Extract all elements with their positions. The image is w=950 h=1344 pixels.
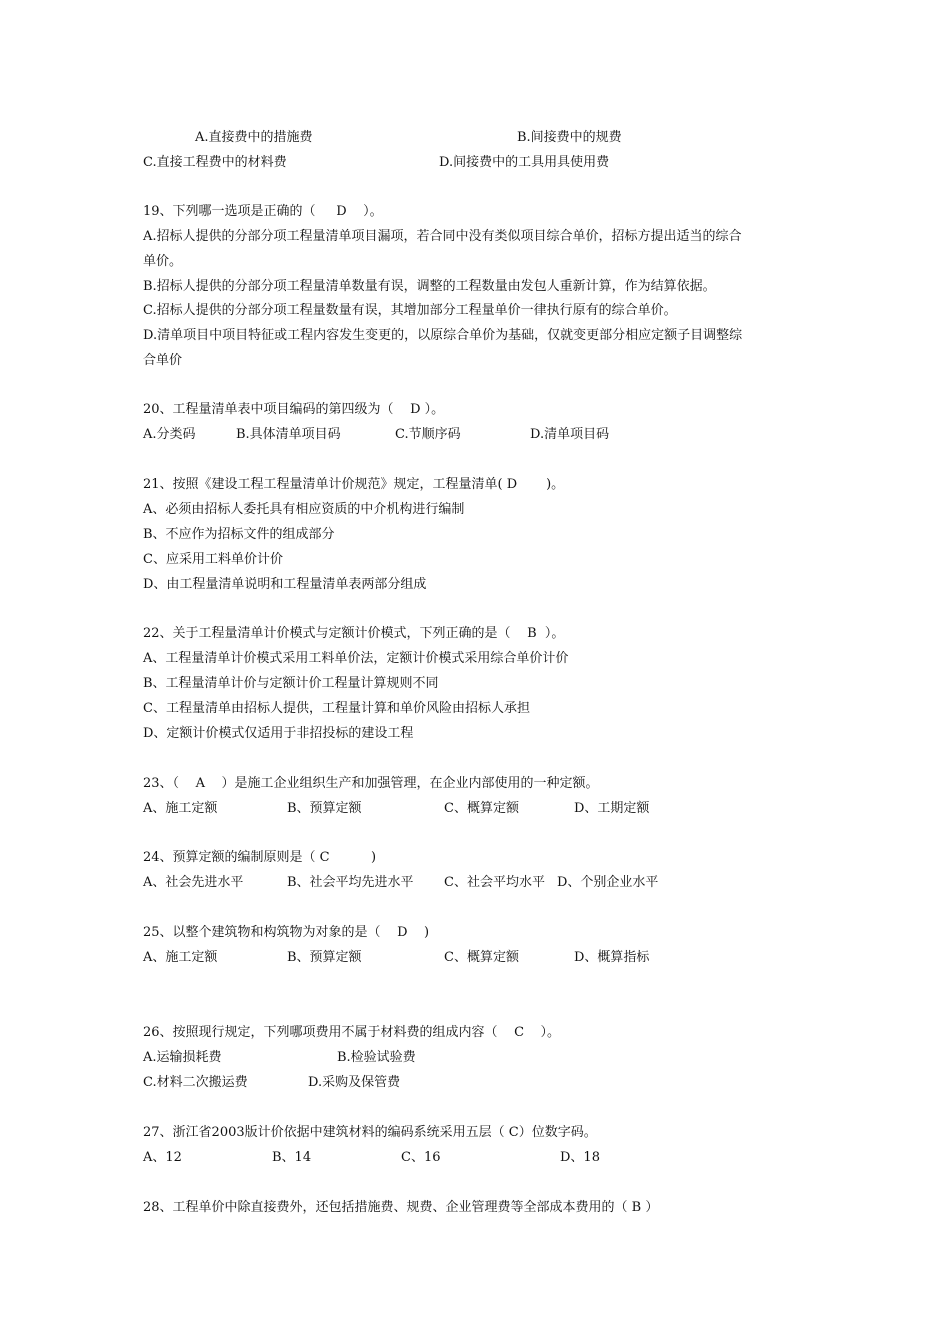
q26-option-a: A.运输损耗费 — [143, 1050, 222, 1065]
q23-option-d: D、工期定额 — [574, 801, 650, 816]
q27-stem: 27、浙江省2003版计价依据中建筑材料的编码系统采用五层（ C）位数字码。 — [143, 1125, 597, 1140]
q23-option-c: C、概算定额 — [444, 801, 519, 816]
q26-stem: 26、按照现行规定，下列哪项费用不属于材料费的组成内容（ C ）。 — [143, 1025, 561, 1040]
q21-stem: 21、按照《建设工程工程量清单计价规范》规定，工程量清单( D )。 — [143, 477, 565, 492]
q25-option-b: B、预算定额 — [287, 950, 362, 965]
q28-stem: 28、工程单价中除直接费外，还包括措施费、规费、企业管理费等全部成本费用的（ B ） — [143, 1200, 659, 1215]
q20-option-c: C.节顺序码 — [395, 427, 461, 442]
q24-option-a: A、社会先进水平 — [143, 875, 244, 890]
q18-option-c: C.直接工程费中的材料费 — [143, 155, 287, 170]
q21-option-c: C、应采用工料单价计价 — [143, 552, 283, 567]
q23-option-b: B、预算定额 — [287, 801, 362, 816]
q19-option-d-cont: 合单价 — [143, 353, 183, 368]
q23-stem: 23、（ A ）是施工企业组织生产和加强管理，在企业内部使用的一种定额。 — [143, 776, 599, 791]
q21-option-d: D、由工程量清单说明和工程量清单表两部分组成 — [143, 577, 427, 592]
q20-option-a: A.分类码 — [143, 427, 196, 442]
q24-option-c: C、社会平均水平 — [444, 875, 545, 890]
q19-option-c: C.招标人提供的分部分项工程量数量有误，其增加部分工程量单价一律执行原有的综合单价。 — [143, 303, 677, 318]
q25-option-d: D、概算指标 — [574, 950, 650, 965]
q26-option-d: D.采购及保管费 — [308, 1075, 401, 1090]
q20-stem: 20、工程量清单表中项目编码的第四级为（ D ）。 — [143, 402, 445, 417]
q21-option-b: B、不应作为招标文件的组成部分 — [143, 527, 335, 542]
q24-option-d: D、个别企业水平 — [557, 875, 659, 890]
q24-stem: 24、预算定额的编制原则是（ C ) — [143, 850, 377, 865]
q18-option-b: B.间接费中的规费 — [517, 130, 622, 145]
q27-option-c: C、16 — [401, 1150, 441, 1165]
q22-option-b: B、工程量清单计价与定额计价工程量计算规则不同 — [143, 676, 439, 691]
q22-option-d: D、定额计价模式仅适用于非招投标的建设工程 — [143, 726, 414, 741]
q22-option-a: A、工程量清单计价模式采用工料单价法，定额计价模式采用综合单价计价 — [143, 651, 569, 666]
q18-option-d: D.间接费中的工具用具使用费 — [439, 155, 610, 170]
q20-option-d: D.清单项目码 — [530, 427, 610, 442]
q24-option-b: B、社会平均先进水平 — [287, 875, 414, 890]
q26-option-c: C.材料二次搬运费 — [143, 1075, 248, 1090]
q22-stem: 22、关于工程量清单计价模式与定额计价模式，下列正确的是（ B ）。 — [143, 626, 565, 641]
q25-stem: 25、以整个建筑物和构筑物为对象的是（ D ) — [143, 925, 430, 940]
q25-option-c: C、概算定额 — [444, 950, 519, 965]
q22-option-c: C、工程量清单由招标人提供，工程量计算和单价风险由招标人承担 — [143, 701, 530, 716]
q26-option-b: B.检验试验费 — [337, 1050, 416, 1065]
q19-option-d: D.清单项目中项目特征或工程内容发生变更的，以原综合单价为基础，仅就变更部分相应定额子目调整综 — [143, 328, 743, 343]
q19-option-a-cont: 单价。 — [143, 254, 183, 269]
q19-option-b: B.招标人提供的分部分项工程量清单数量有误，调整的工程数量由发包人重新计算，作为结算依据。 — [143, 279, 716, 294]
q19-stem: 19、下列哪一选项是正确的（ D ）。 — [143, 204, 383, 219]
q27-option-a: A、12 — [143, 1150, 182, 1165]
q19-option-a: A.招标人提供的分部分项工程量清单项目漏项，若合同中没有类似项目综合单价，招标方提出适当的综合 — [143, 229, 742, 244]
q18-option-a: A.直接费中的措施费 — [195, 130, 313, 145]
q21-option-a: A、必须由招标人委托具有相应资质的中介机构进行编制 — [143, 502, 465, 517]
q20-option-b: B.具体清单项目码 — [236, 427, 341, 442]
q27-option-d: D、18 — [560, 1150, 600, 1165]
q23-option-a: A、施工定额 — [143, 801, 218, 816]
q25-option-a: A、施工定额 — [143, 950, 218, 965]
q27-option-b: B、14 — [272, 1150, 312, 1165]
